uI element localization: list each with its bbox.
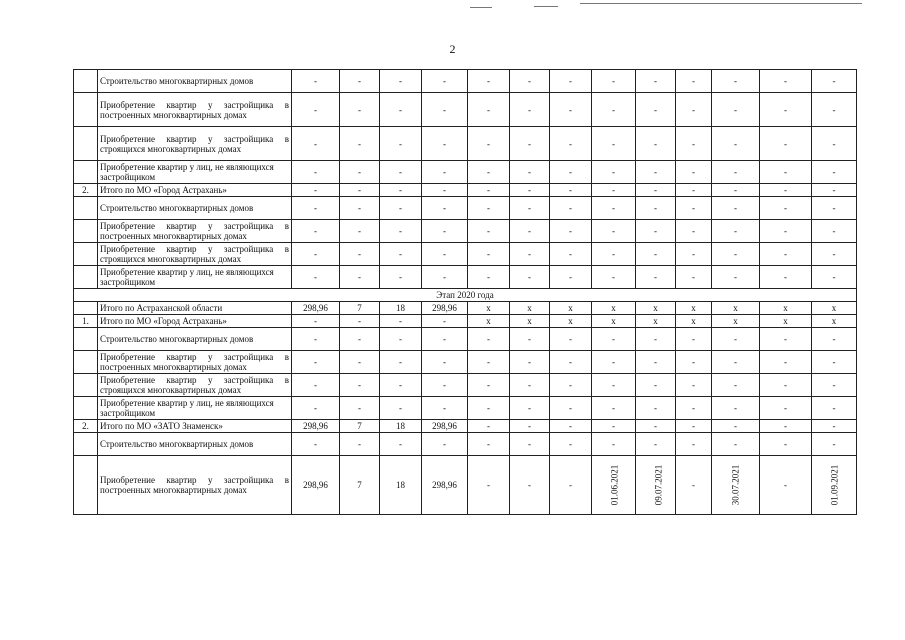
value-cell: - — [676, 220, 712, 243]
value-cell: - — [676, 127, 712, 161]
value-cell: - — [812, 351, 857, 374]
value-cell: 298,96 — [422, 302, 468, 315]
value-cell: - — [712, 70, 760, 93]
row-name: Приобретение квартир у застройщика в строящихся многоквартирных домах — [98, 243, 292, 266]
value-cell: - — [812, 243, 857, 266]
value-cell: - — [712, 220, 760, 243]
value-cell: - — [550, 127, 592, 161]
table-row — [74, 127, 857, 161]
row-number — [74, 433, 98, 456]
date-cell — [812, 456, 857, 515]
value-cell: - — [760, 197, 812, 220]
table-row — [74, 456, 857, 515]
value-cell: - — [292, 93, 340, 127]
value-cell: - — [812, 433, 857, 456]
value-cell: - — [380, 397, 422, 420]
value-cell: - — [292, 127, 340, 161]
row-name: Приобретение квартир у лиц, не являющихся застройщиком — [98, 161, 292, 184]
value-cell: - — [676, 328, 712, 351]
row-number — [74, 243, 98, 266]
value-cell: - — [636, 351, 676, 374]
row-number: 2. — [74, 184, 98, 197]
value-cell: - — [550, 184, 592, 197]
date-value: 01.09.2021 — [829, 464, 840, 506]
table-row — [74, 266, 857, 289]
value-cell: - — [340, 433, 380, 456]
row-number — [74, 351, 98, 374]
value-cell: - — [676, 351, 712, 374]
value-cell: - — [340, 374, 380, 397]
value-cell: - — [676, 374, 712, 397]
value-cell: - — [510, 243, 550, 266]
value-cell: - — [636, 266, 676, 289]
value-cell: - — [380, 161, 422, 184]
date-value: 30.07.2021 — [730, 464, 741, 506]
value-cell: - — [468, 351, 510, 374]
value-cell: - — [636, 433, 676, 456]
value-cell: - — [380, 93, 422, 127]
value-cell: - — [380, 184, 422, 197]
row-number — [74, 197, 98, 220]
value-cell: - — [812, 161, 857, 184]
row-name: Приобретение квартир у застройщика в строящихся многоквартирных домах — [98, 374, 292, 397]
value-cell: - — [510, 161, 550, 184]
row-name: Приобретение квартир у лиц, не являющихся застройщиком — [98, 397, 292, 420]
value-cell: - — [636, 161, 676, 184]
value-cell: - — [510, 197, 550, 220]
value-cell: - — [510, 374, 550, 397]
value-cell: - — [676, 420, 712, 433]
value-cell: - — [676, 266, 712, 289]
value-cell: - — [592, 266, 636, 289]
value-cell: - — [422, 397, 468, 420]
value-cell: - — [550, 93, 592, 127]
value-cell: - — [468, 328, 510, 351]
value-cell: - — [812, 266, 857, 289]
value-cell: - — [340, 328, 380, 351]
value-cell: 298,96 — [292, 456, 340, 515]
value-cell: - — [468, 220, 510, 243]
value-cell: x — [592, 302, 636, 315]
value-cell: - — [760, 184, 812, 197]
value-cell: - — [340, 266, 380, 289]
value-cell: - — [510, 184, 550, 197]
row-name: Приобретение квартир у застройщика в строящихся многоквартирных домах — [98, 127, 292, 161]
date-cell — [592, 456, 636, 515]
row-name: Приобретение квартир у застройщика в построенных многоквартирных домах — [98, 456, 292, 515]
date-value: 01.06.2021 — [609, 464, 620, 506]
value-cell: - — [550, 220, 592, 243]
value-cell: - — [592, 374, 636, 397]
value-cell: x — [468, 315, 510, 328]
value-cell: - — [340, 184, 380, 197]
value-cell: - — [712, 197, 760, 220]
scan-artifact-line — [580, 3, 862, 4]
value-cell: 18 — [380, 456, 422, 515]
stage-row — [74, 289, 857, 302]
value-cell: - — [636, 243, 676, 266]
value-cell: - — [550, 351, 592, 374]
row-name: Итого по МО «ЗАТО Знаменск» — [98, 420, 292, 433]
value-cell: - — [636, 70, 676, 93]
value-cell: - — [812, 374, 857, 397]
value-cell: - — [760, 397, 812, 420]
value-cell: - — [468, 374, 510, 397]
value-cell: - — [340, 161, 380, 184]
value-cell: 18 — [380, 302, 422, 315]
value-cell: - — [592, 127, 636, 161]
value-cell: - — [712, 328, 760, 351]
value-cell: - — [468, 397, 510, 420]
table-row — [74, 70, 857, 93]
value-cell: - — [340, 197, 380, 220]
value-cell: - — [592, 93, 636, 127]
value-cell: - — [422, 197, 468, 220]
value-cell: - — [380, 127, 422, 161]
value-cell: - — [760, 420, 812, 433]
value-cell: x — [760, 315, 812, 328]
value-cell: - — [340, 220, 380, 243]
value-cell: - — [712, 93, 760, 127]
value-cell: - — [340, 397, 380, 420]
value-cell: - — [760, 243, 812, 266]
row-number — [74, 266, 98, 289]
table-row — [74, 184, 857, 197]
value-cell: x — [812, 302, 857, 315]
value-cell: - — [380, 243, 422, 266]
value-cell: - — [676, 243, 712, 266]
row-number — [74, 302, 98, 315]
value-cell: 298,96 — [292, 420, 340, 433]
row-number — [74, 397, 98, 420]
value-cell: 298,96 — [292, 302, 340, 315]
row-number — [74, 220, 98, 243]
value-cell: x — [760, 302, 812, 315]
value-cell: - — [592, 184, 636, 197]
value-cell: 298,96 — [422, 456, 468, 515]
value-cell: x — [550, 315, 592, 328]
table-row — [74, 397, 857, 420]
row-name: Итого по Астраханской области — [98, 302, 292, 315]
value-cell: x — [592, 315, 636, 328]
value-cell: - — [636, 420, 676, 433]
value-cell: - — [592, 70, 636, 93]
row-name: Строительство многоквартирных домов — [98, 328, 292, 351]
value-cell: - — [292, 220, 340, 243]
value-cell: - — [550, 420, 592, 433]
value-cell: - — [812, 70, 857, 93]
value-cell: - — [592, 433, 636, 456]
value-cell: - — [812, 328, 857, 351]
value-cell: - — [468, 161, 510, 184]
value-cell: - — [292, 266, 340, 289]
value-cell: - — [760, 93, 812, 127]
value-cell: - — [292, 315, 340, 328]
table-row — [74, 374, 857, 397]
value-cell: - — [380, 328, 422, 351]
page-number: 2 — [449, 42, 456, 56]
value-cell: - — [468, 93, 510, 127]
value-cell: - — [812, 397, 857, 420]
value-cell: - — [760, 161, 812, 184]
value-cell: - — [592, 220, 636, 243]
value-cell: - — [550, 374, 592, 397]
value-cell: - — [422, 374, 468, 397]
table-row — [74, 420, 857, 433]
value-cell: - — [292, 184, 340, 197]
row-name: Строительство многоквартирных домов — [98, 433, 292, 456]
value-cell: - — [592, 420, 636, 433]
value-cell: - — [380, 220, 422, 243]
value-cell: - — [380, 351, 422, 374]
table-row — [74, 197, 857, 220]
value-cell: - — [292, 243, 340, 266]
row-number — [74, 456, 98, 515]
value-cell: - — [760, 351, 812, 374]
row-number — [74, 127, 98, 161]
value-cell: - — [340, 351, 380, 374]
date-cell — [636, 456, 676, 515]
value-cell: - — [712, 374, 760, 397]
value-cell: - — [592, 328, 636, 351]
value-cell: 7 — [340, 420, 380, 433]
value-cell: - — [422, 433, 468, 456]
value-cell: - — [812, 220, 857, 243]
value-cell: - — [422, 328, 468, 351]
value-cell: - — [676, 197, 712, 220]
value-cell: 298,96 — [422, 420, 468, 433]
value-cell: - — [550, 161, 592, 184]
row-number — [74, 93, 98, 127]
value-cell: - — [380, 266, 422, 289]
value-cell: - — [380, 197, 422, 220]
value-cell: - — [422, 220, 468, 243]
value-cell: - — [636, 197, 676, 220]
value-cell: - — [550, 70, 592, 93]
value-cell: - — [510, 70, 550, 93]
value-cell: - — [510, 127, 550, 161]
row-name: Строительство многоквартирных домов — [98, 70, 292, 93]
value-cell: - — [468, 184, 510, 197]
table-row — [74, 328, 857, 351]
value-cell: 18 — [380, 420, 422, 433]
value-cell: - — [468, 197, 510, 220]
value-cell: - — [636, 328, 676, 351]
row-number — [74, 161, 98, 184]
value-cell: - — [812, 93, 857, 127]
value-cell: x — [676, 302, 712, 315]
value-cell: - — [712, 184, 760, 197]
value-cell: - — [380, 315, 422, 328]
value-cell: - — [676, 456, 712, 515]
value-cell: - — [510, 420, 550, 433]
value-cell: - — [422, 315, 468, 328]
value-cell: - — [380, 70, 422, 93]
value-cell: - — [510, 266, 550, 289]
value-cell: - — [510, 93, 550, 127]
value-cell: - — [550, 328, 592, 351]
value-cell: - — [292, 374, 340, 397]
value-cell: - — [510, 220, 550, 243]
value-cell: - — [292, 70, 340, 93]
value-cell: - — [468, 127, 510, 161]
value-cell: - — [592, 161, 636, 184]
value-cell: - — [676, 184, 712, 197]
value-cell: - — [380, 433, 422, 456]
value-cell: - — [422, 161, 468, 184]
table-row — [74, 220, 857, 243]
value-cell: 7 — [340, 456, 380, 515]
row-name: Строительство многоквартирных домов — [98, 197, 292, 220]
value-cell: - — [380, 374, 422, 397]
value-cell: - — [340, 243, 380, 266]
value-cell: - — [292, 433, 340, 456]
value-cell: - — [550, 433, 592, 456]
table-row — [74, 93, 857, 127]
value-cell: - — [760, 374, 812, 397]
value-cell: - — [550, 266, 592, 289]
value-cell: x — [636, 302, 676, 315]
value-cell: - — [712, 351, 760, 374]
value-cell: - — [510, 328, 550, 351]
value-cell: - — [812, 127, 857, 161]
table-row — [74, 243, 857, 266]
scan-artifact-line — [470, 7, 492, 8]
value-cell: - — [760, 266, 812, 289]
row-number — [74, 328, 98, 351]
value-cell: - — [812, 184, 857, 197]
row-name: Приобретение квартир у застройщика в построенных многоквартирных домах — [98, 93, 292, 127]
value-cell: - — [550, 456, 592, 515]
value-cell: - — [676, 70, 712, 93]
value-cell: - — [760, 456, 812, 515]
value-cell: - — [712, 397, 760, 420]
value-cell: - — [592, 243, 636, 266]
value-cell: - — [550, 397, 592, 420]
table-row — [74, 161, 857, 184]
value-cell: - — [422, 93, 468, 127]
table-row — [74, 351, 857, 374]
value-cell: - — [636, 220, 676, 243]
value-cell: - — [636, 374, 676, 397]
date-value: 09.07.2021 — [653, 464, 664, 506]
value-cell: - — [468, 243, 510, 266]
value-cell: x — [676, 315, 712, 328]
value-cell: - — [422, 127, 468, 161]
value-cell: - — [292, 161, 340, 184]
row-name: Приобретение квартир у застройщика в построенных многоквартирных домах — [98, 351, 292, 374]
value-cell: - — [468, 456, 510, 515]
value-cell: - — [422, 351, 468, 374]
value-cell: - — [510, 456, 550, 515]
value-cell: - — [292, 197, 340, 220]
housing-program-table — [73, 69, 857, 515]
row-number: 1. — [74, 315, 98, 328]
value-cell: x — [510, 302, 550, 315]
row-name: Итого по МО «Город Астрахань» — [98, 184, 292, 197]
value-cell: - — [510, 433, 550, 456]
value-cell: - — [340, 127, 380, 161]
value-cell: - — [340, 93, 380, 127]
value-cell: - — [636, 93, 676, 127]
value-cell: - — [422, 70, 468, 93]
stage-label: Этап 2020 года — [74, 289, 857, 302]
row-name: Приобретение квартир у лиц, не являющихся застройщиком — [98, 266, 292, 289]
value-cell: - — [550, 197, 592, 220]
value-cell: x — [812, 315, 857, 328]
value-cell: - — [712, 266, 760, 289]
date-cell — [712, 456, 760, 515]
value-cell: - — [592, 197, 636, 220]
value-cell: - — [292, 351, 340, 374]
row-number: 2. — [74, 420, 98, 433]
value-cell: - — [760, 328, 812, 351]
value-cell: - — [676, 397, 712, 420]
value-cell: - — [636, 397, 676, 420]
value-cell: - — [292, 397, 340, 420]
row-name: Итого по МО «Город Астрахань» — [98, 315, 292, 328]
value-cell: - — [468, 420, 510, 433]
value-cell: - — [592, 351, 636, 374]
value-cell: - — [422, 184, 468, 197]
value-cell: - — [760, 433, 812, 456]
value-cell: - — [676, 433, 712, 456]
value-cell: x — [636, 315, 676, 328]
value-cell: - — [292, 328, 340, 351]
value-cell: - — [812, 420, 857, 433]
table-row — [74, 302, 857, 315]
value-cell: x — [510, 315, 550, 328]
value-cell: - — [340, 315, 380, 328]
value-cell: x — [550, 302, 592, 315]
value-cell: - — [510, 351, 550, 374]
value-cell: x — [712, 315, 760, 328]
value-cell: - — [812, 197, 857, 220]
table-row — [74, 433, 857, 456]
value-cell: - — [760, 127, 812, 161]
value-cell: 7 — [340, 302, 380, 315]
value-cell: - — [468, 266, 510, 289]
value-cell: - — [712, 161, 760, 184]
row-number — [74, 374, 98, 397]
value-cell: - — [422, 243, 468, 266]
value-cell: - — [712, 127, 760, 161]
row-number — [74, 70, 98, 93]
value-cell: - — [550, 243, 592, 266]
table-row — [74, 315, 857, 328]
value-cell: - — [636, 127, 676, 161]
value-cell: - — [760, 70, 812, 93]
value-cell: x — [712, 302, 760, 315]
value-cell: - — [712, 243, 760, 266]
value-cell: - — [712, 433, 760, 456]
value-cell: - — [468, 433, 510, 456]
value-cell: - — [592, 397, 636, 420]
value-cell: - — [422, 266, 468, 289]
value-cell: - — [760, 220, 812, 243]
row-name: Приобретение квартир у застройщика в построенных многоквартирных домах — [98, 220, 292, 243]
value-cell: - — [468, 70, 510, 93]
value-cell: x — [468, 302, 510, 315]
value-cell: - — [676, 93, 712, 127]
value-cell: - — [712, 420, 760, 433]
value-cell: - — [676, 161, 712, 184]
value-cell: - — [340, 70, 380, 93]
scan-artifact-line — [534, 6, 558, 7]
value-cell: - — [510, 397, 550, 420]
value-cell: - — [636, 184, 676, 197]
